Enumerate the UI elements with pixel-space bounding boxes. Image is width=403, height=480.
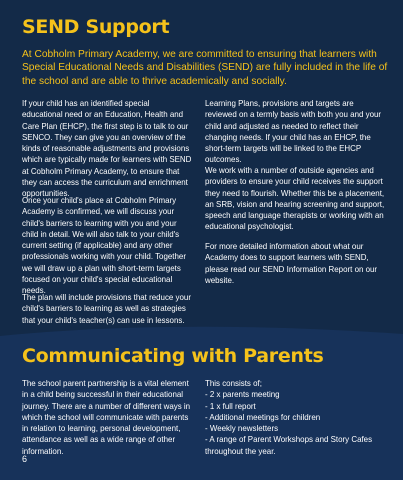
communicating-left-paragraph: The school parent partnership is a vital element in a child being successful in their educational journey. There are a number of different ways in which the school will communicate with parents in relation to learning, personal development, attendance as well as a wide range of other information. [22, 379, 191, 456]
send-right-paragraph-3: For more detailed information about what our Academy does to support learners with SEND, please read our SEND Information Report on our website. [205, 242, 378, 285]
send-intro-text: At Cobholm Primary Academy, we are committed to ensuring that learners with Special Educational Needs and Disabilities (SEND) are fully included in the life of the school and are able to thrive academically and socially. [22, 49, 388, 87]
communicating-heading: Communicating with Parents [22, 345, 324, 367]
communication-list [205, 389, 385, 457]
send-right-paragraph-2: We work with a number of outside agencies and providers to ensure your child receives the support they need to flourish. Whether this be a placement, an SRB, vision and hearing screening and support, speech and language therapists or working with an educational psychologist. [205, 166, 385, 232]
list-item: - 2 x parents meeting [205, 390, 280, 400]
list-item: - Additional meetings for children [205, 412, 321, 422]
send-left-paragraph-2: Once your child's place at Cobholm Primary Academy is confirmed, we will discuss your child's barriers to learning with you and your child in detail. We will also talk to your child's current setting (if applicable) and any other professionals working with your child. Together we will draw up a plan with short-term targets focused on your child's special educational needs. [22, 196, 186, 296]
send-support-heading: SEND Support [22, 16, 170, 38]
list-item: - A range of Parent Workshops and Story Cafes throughout the year. [205, 435, 373, 456]
communicating-right-column [205, 378, 385, 457]
page-number: 6 [22, 454, 28, 464]
send-left-paragraph-3: The plan will include provisions that reduce your child's barriers to learning as well as strategies that your child's teacher(s) can use in lessons. [22, 293, 191, 325]
send-left-paragraph-1: If your child has an identified special educational need or an Education, Health and Care Plan (EHCP), the first step is to talk to our SENCO. They can give you an overview of the kinds of reasonable adjustments and provisions which are typically made for learners with SEND at Cobholm Primary Academy, to ensure that they can access the curriculum and enrichment opportunities. [22, 99, 192, 199]
list-item: - Weekly newsletters [205, 424, 279, 434]
send-right-paragraph-1: Learning Plans, provisions and targets are reviewed on a termly basis with both you and your child and adjusted as needed to reflect their changing needs. If your child has an EHCP, the short-term targets will be linked to the EHCP outcomes. [205, 99, 382, 165]
list-item: - 1 x full report [205, 401, 256, 411]
consists-of-label: This consists of; [205, 379, 262, 388]
